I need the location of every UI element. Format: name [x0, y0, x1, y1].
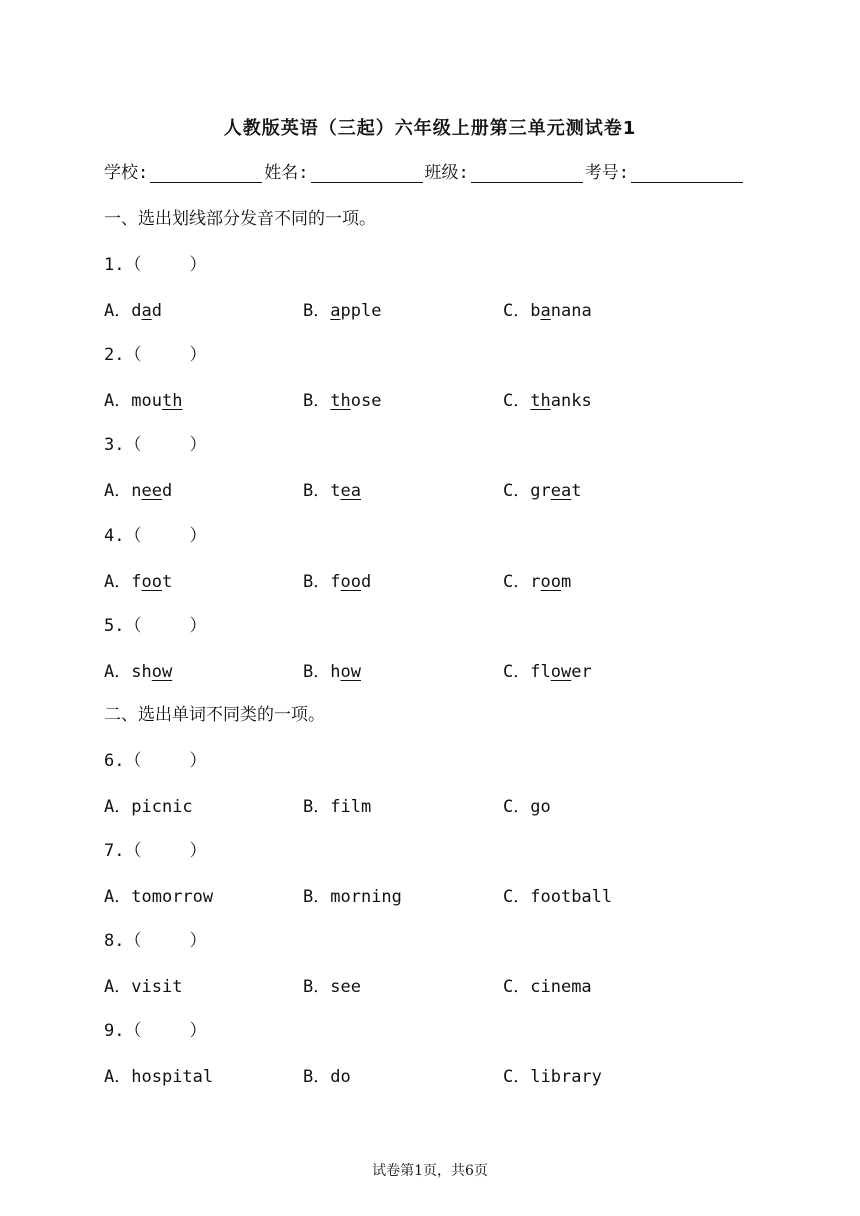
- close-paren: ）: [189, 751, 207, 771]
- option-text: f: [330, 572, 341, 592]
- option-text: d: [131, 301, 142, 321]
- page-title: 人教版英语（三起）六年级上册第三单元测试卷1: [223, 118, 637, 139]
- option-underlined-text: oo: [540, 572, 561, 592]
- question-number: [104, 1016, 206, 1041]
- option-text: m: [560, 572, 572, 592]
- option-text: go: [530, 797, 551, 817]
- option-underlined-text: th: [161, 391, 183, 411]
- student-info-row: [104, 158, 745, 183]
- option-letter: C．: [503, 572, 531, 592]
- option-text: anks: [550, 391, 592, 411]
- option-underlined-text: ow: [151, 662, 173, 682]
- option-underlined-text: ow: [340, 662, 361, 682]
- option-text: library: [530, 1067, 602, 1087]
- answer-option[interactable]: [503, 476, 581, 501]
- answer-option[interactable]: [503, 657, 592, 682]
- option-underlined-text: oo: [141, 572, 162, 592]
- option-underlined-text: ow: [550, 662, 572, 682]
- option-text: ose: [350, 391, 382, 411]
- option-letter: C．: [503, 797, 531, 817]
- close-paren: ）: [189, 841, 207, 861]
- school-blank[interactable]: [150, 164, 262, 183]
- option-letter: B．: [303, 481, 331, 501]
- option-text: n: [131, 481, 142, 501]
- option-text: film: [330, 797, 372, 817]
- answer-option[interactable]: [503, 386, 592, 411]
- option-letter: C．: [503, 1067, 531, 1087]
- section-heading-2: 二、选出单词不同类的一项。: [104, 705, 325, 725]
- option-text: tomorrow: [131, 887, 214, 907]
- option-letter: B．: [303, 887, 331, 907]
- number-label: 考号:: [584, 163, 629, 183]
- option-text: d: [151, 301, 162, 321]
- close-paren: ）: [189, 255, 207, 275]
- option-letter: C．: [503, 301, 531, 321]
- answer-option[interactable]: [303, 1062, 351, 1087]
- option-letter: B．: [303, 391, 331, 411]
- option-letter: C．: [503, 391, 531, 411]
- answer-option[interactable]: [303, 567, 371, 592]
- option-letter: B．: [303, 977, 331, 997]
- option-text: football: [530, 887, 613, 907]
- option-letter: B．: [303, 301, 331, 321]
- question-number: [104, 611, 206, 636]
- option-underlined-text: ea: [550, 481, 572, 501]
- answer-option[interactable]: [104, 882, 213, 907]
- option-letter: A．: [104, 662, 132, 682]
- question-number: [104, 746, 206, 771]
- option-underlined-text: ee: [141, 481, 162, 501]
- close-paren: ）: [189, 931, 207, 951]
- answer-option[interactable]: [104, 657, 172, 682]
- answer-option[interactable]: [303, 657, 361, 682]
- option-text: nana: [550, 301, 592, 321]
- option-text: do: [330, 1067, 351, 1087]
- option-underlined-text: ea: [340, 481, 361, 501]
- question-number: [104, 340, 206, 365]
- option-letter: A．: [104, 887, 132, 907]
- option-text: visit: [131, 977, 183, 997]
- section-heading-1: 一、选出划线部分发音不同的一项。: [104, 209, 376, 229]
- question-label: 6.（: [104, 751, 142, 771]
- answer-option[interactable]: [503, 1062, 602, 1087]
- answer-option[interactable]: [303, 386, 381, 411]
- option-letter: A．: [104, 391, 132, 411]
- option-underlined-text: a: [141, 301, 152, 321]
- answer-option[interactable]: [503, 567, 571, 592]
- option-text: r: [530, 572, 541, 592]
- option-text: b: [530, 301, 541, 321]
- option-letter: A．: [104, 572, 132, 592]
- answer-option[interactable]: [303, 296, 381, 321]
- close-paren: ）: [189, 435, 207, 455]
- option-letter: A．: [104, 977, 132, 997]
- answer-option[interactable]: [104, 386, 182, 411]
- option-letter: C．: [503, 887, 531, 907]
- question-number: [104, 836, 206, 861]
- name-blank[interactable]: [311, 164, 423, 183]
- answer-option[interactable]: [503, 972, 592, 997]
- option-text: fl: [530, 662, 551, 682]
- question-number: [104, 521, 206, 546]
- option-letter: B．: [303, 662, 331, 682]
- option-text: gr: [530, 481, 551, 501]
- page-footer: 试卷第1页，共6页: [372, 1163, 488, 1179]
- answer-option[interactable]: [503, 792, 551, 817]
- question-label: 2.（: [104, 345, 142, 365]
- option-letter: C．: [503, 481, 531, 501]
- answer-option[interactable]: [104, 476, 172, 501]
- option-underlined-text: a: [330, 301, 341, 321]
- option-text: t: [330, 481, 341, 501]
- option-letter: B．: [303, 572, 331, 592]
- option-underlined-text: th: [530, 391, 551, 411]
- option-text: h: [330, 662, 341, 682]
- option-text: sh: [131, 662, 152, 682]
- option-text: hospital: [131, 1067, 214, 1087]
- answer-option[interactable]: [104, 1062, 213, 1087]
- option-text: morning: [330, 887, 402, 907]
- question-number: [104, 430, 206, 455]
- answer-option[interactable]: [303, 882, 402, 907]
- option-text: see: [330, 977, 361, 997]
- question-label: 7.（: [104, 841, 142, 861]
- answer-option[interactable]: [303, 792, 371, 817]
- answer-option[interactable]: [503, 882, 612, 907]
- answer-option[interactable]: [104, 296, 162, 321]
- answer-option[interactable]: [303, 476, 361, 501]
- question-label: 1.（: [104, 255, 142, 275]
- option-text: d: [161, 481, 173, 501]
- option-letter: C．: [503, 662, 531, 682]
- answer-option[interactable]: [303, 972, 361, 997]
- answer-option[interactable]: [104, 567, 172, 592]
- option-text: pple: [340, 301, 382, 321]
- option-underlined-text: th: [330, 391, 351, 411]
- name-label: 姓名:: [264, 163, 309, 183]
- option-text: t: [571, 481, 582, 501]
- question-number: [104, 926, 206, 951]
- option-letter: C．: [503, 977, 531, 997]
- option-underlined-text: oo: [340, 572, 361, 592]
- option-text: er: [571, 662, 592, 682]
- school-label: 学校:: [104, 163, 149, 183]
- close-paren: ）: [189, 1021, 207, 1041]
- answer-option[interactable]: [104, 792, 193, 817]
- number-blank[interactable]: [631, 164, 743, 183]
- close-paren: ）: [189, 526, 207, 546]
- option-letter: B．: [303, 797, 331, 817]
- option-letter: A．: [104, 301, 132, 321]
- option-text: picnic: [131, 797, 193, 817]
- option-text: mou: [131, 391, 162, 411]
- option-letter: B．: [303, 1067, 331, 1087]
- option-text: f: [131, 572, 142, 592]
- option-letter: A．: [104, 1067, 132, 1087]
- answer-option[interactable]: [503, 296, 592, 321]
- close-paren: ）: [189, 616, 207, 636]
- question-label: 4.（: [104, 526, 142, 546]
- close-paren: ）: [189, 345, 207, 365]
- option-letter: A．: [104, 797, 132, 817]
- option-letter: A．: [104, 481, 132, 501]
- answer-option[interactable]: [104, 972, 182, 997]
- option-underlined-text: a: [540, 301, 551, 321]
- question-label: 8.（: [104, 931, 142, 951]
- option-text: d: [360, 572, 372, 592]
- question-label: 3.（: [104, 435, 142, 455]
- question-label: 9.（: [104, 1021, 142, 1041]
- question-label: 5.（: [104, 616, 142, 636]
- question-number: [104, 250, 206, 275]
- class-label: 班级:: [424, 163, 469, 183]
- class-blank[interactable]: [471, 164, 583, 183]
- option-text: t: [161, 572, 173, 592]
- option-text: cinema: [530, 977, 592, 997]
